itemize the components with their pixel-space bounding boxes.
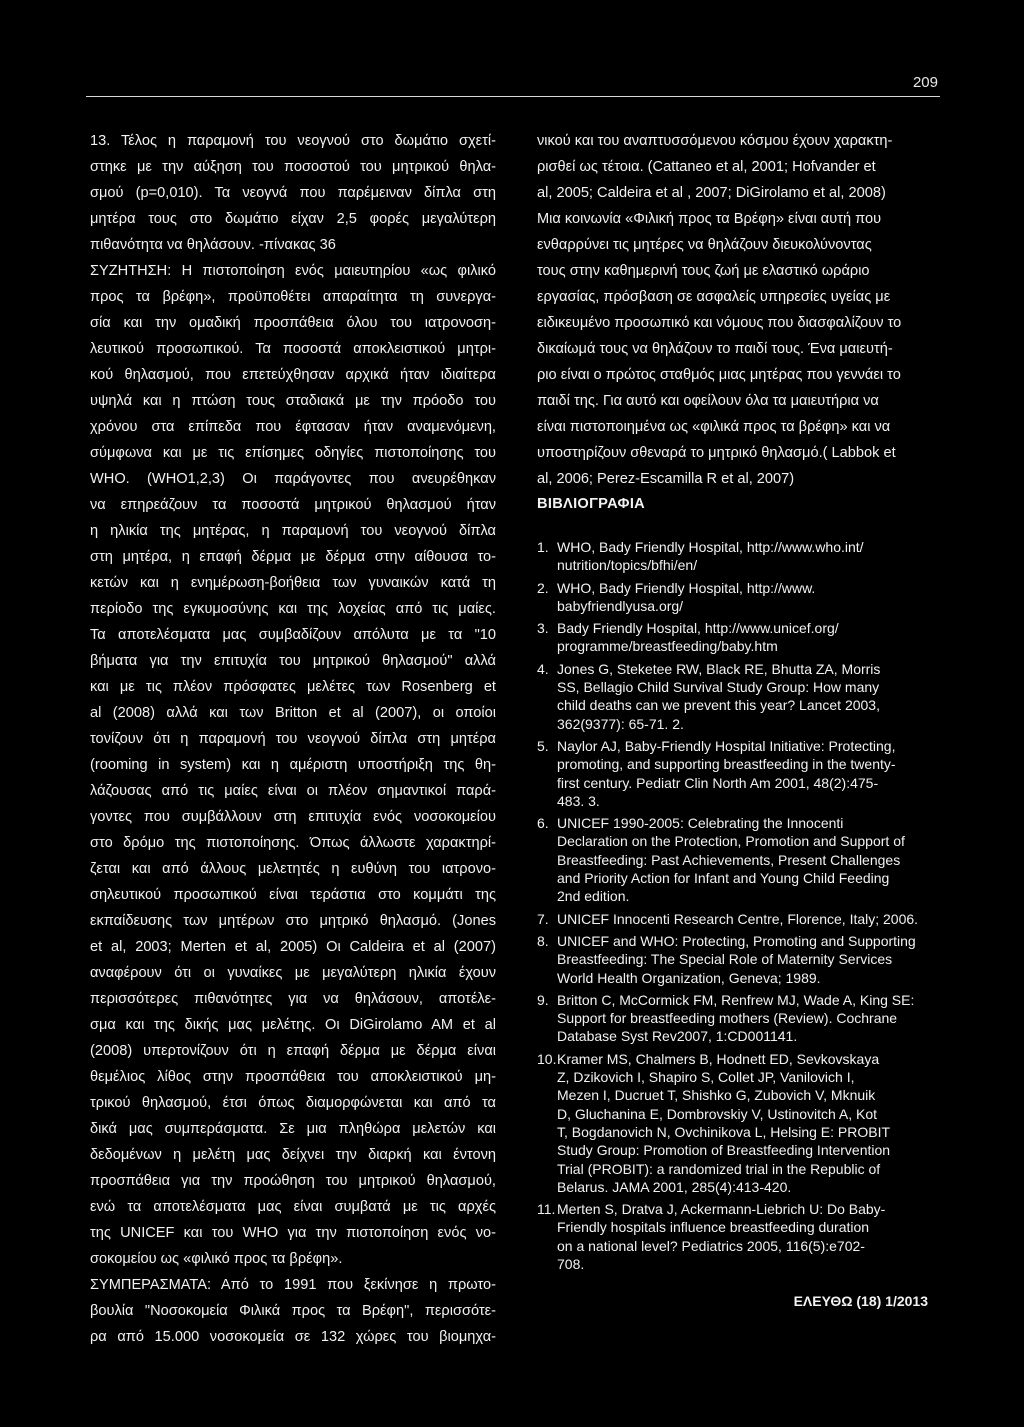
reference-number: 11. xyxy=(537,1201,556,1218)
reference-text-line: Study Group: Promotion of Breastfeeding Intervention xyxy=(557,1142,891,1159)
reference-text-line: first century. Pediatr Clin North Am 2001, 48(2):475- xyxy=(557,774,879,791)
reference-text-line: programme/breastfeeding/baby.htm xyxy=(557,638,778,655)
reference-text-line: Friendly hospitals influence breastfeeding duration xyxy=(557,1219,870,1236)
body-text-line: (rooming in system) και η αμέριστη υποστήριξη της θη- xyxy=(90,757,496,773)
body-text-line: παιδί της. Για αυτό και οφείλουν όλα τα μαιευτήρια να xyxy=(537,393,879,409)
body-text-line: λευτικού προσωπικού. Τα ποσοστά αποκλειστικού μητρι- xyxy=(90,341,496,357)
reference-text-line: Support for breastfeeding mothers (Review). Cochrane xyxy=(557,1010,898,1027)
body-text-line: η ηλικία της μητέρας, η παραμονή του νεογνού δίπλα xyxy=(90,523,496,539)
body-text-line: ρα από 15.000 νοσοκομεία σε 132 χώρες του βιομηχα- xyxy=(90,1329,496,1345)
body-text-line: σοκομείου ως «φιλικό προς τα βρέφη». xyxy=(90,1251,343,1267)
body-text-line: να επηρεάζουν τα ποσοστά μητρικού θηλασμού ήταν xyxy=(90,497,496,513)
body-text-line: al, 2006; Perez-Escamilla R et al, 2007) xyxy=(537,471,795,487)
body-text-line: αναφέρουν ότι οι γυναίκες με μεγαλύτερη ηλικία έχουν xyxy=(90,965,496,981)
reference-text-line: 362(9377): 65-71. 2. xyxy=(557,715,684,732)
body-text-line: εκπαίδευσης των μητέρων στο μητρικό θηλασμό. (Jones xyxy=(90,913,496,929)
body-text-line: υψηλά και η πτώση τους σταδιακά με την πρόοδο του xyxy=(90,393,496,409)
reference-item xyxy=(537,814,943,905)
body-text-line: κετών και η ενημέρωση-βοήθεια των γυναικών κατά τη xyxy=(90,575,496,591)
body-text-line: λάζουσας από τις μαίες είναι οι πλέον σημαντικοί παρά- xyxy=(90,783,496,799)
body-text-line: στη μητέρα, η επαφή δέρμα με δέρμα στην αίθουσα το- xyxy=(90,549,496,565)
reference-number: 4. xyxy=(537,660,549,677)
reference-text-line: nutrition/topics/bfhi/en/ xyxy=(557,557,698,574)
reference-text-line: Breastfeeding: Past Achievements, Present Challenges xyxy=(557,851,901,868)
reference-text-line: SS, Bellagio Child Survival Study Group: How many xyxy=(557,679,880,696)
body-text-line: σία και την ομαδική προσπάθεια όλου του ιατρονοση- xyxy=(90,315,496,331)
reference-text-line: Belarus. JAMA 2001, 285(4):413-420. xyxy=(557,1178,792,1195)
body-text-line: Μια κοινωνία «Φιλική προς τα Βρέφη» είναι αυτή που xyxy=(537,211,882,227)
reference-text-line: D, Gluchanina E, Dombrovskiy V, Ustinovitch A, Kot xyxy=(557,1105,878,1122)
reference-text-line: Z, Dzikovich I, Shapiro S, Collet JP, Vanilovich I, xyxy=(557,1069,855,1086)
reference-text-line: UNICEF Innocenti Research Centre, Florence, Italy; 2006. xyxy=(557,910,919,927)
header-rule xyxy=(86,96,940,97)
reference-item xyxy=(537,660,943,733)
body-text-line: ενθαρρύνει τις μητέρες να θηλάζουν διευκολύνοντας xyxy=(537,237,872,253)
page-number: 209 xyxy=(912,74,938,91)
reference-number: 5. xyxy=(537,737,549,754)
reference-text-line: WHO, Bady Friendly Hospital, http://www. xyxy=(557,579,816,596)
body-text-line: θεμέλιος λίθος στην προσπάθεια του αποκλειστικού μη- xyxy=(90,1069,496,1085)
reference-number: 3. xyxy=(537,620,549,637)
bibliography-heading: ΒΙΒΛΙΟΓΡΑΦΙΑ xyxy=(537,496,646,512)
body-text-line: χρόνου στα επίπεδα που έφτασαν ήταν αναμενόμενη, xyxy=(90,419,496,435)
body-text-line: δικά μας συμπεράσματα. Σε μια πληθώρα μελετών και xyxy=(90,1121,496,1137)
body-text-line: τους στην καθημερινή τους ζωή με ελαστικό ωράριο xyxy=(537,263,870,279)
body-text-line: κού θηλασμού, που επετεύχθησαν αρχικά ήταν ιδιαίτερα xyxy=(90,367,496,383)
body-text-line: ενώ τα αποτελέσματα μας είναι συμβατά με τις αρχές xyxy=(90,1199,496,1215)
body-text-line: Τα αποτελέσματα μας συμβαδίζουν απόλυτα με τα "10 xyxy=(90,627,496,643)
reference-item xyxy=(537,737,943,810)
reference-text-line: 483. 3. xyxy=(557,792,600,809)
body-text-line: τονίζουν ότι η παραμονή του νεογνού δίπλα στη μητέρα xyxy=(90,731,496,747)
body-text-line: περισσότερες πιθανότητες για να θηλάσουν, αποτέλε- xyxy=(90,991,496,1007)
reference-list xyxy=(537,538,943,1273)
reference-text-line: T, Bogdanovich N, Ovchinikova L, Helsing E: PROBIT xyxy=(557,1123,891,1140)
journal-footer: ΕΛΕΥΘΩ (18) 1/2013 xyxy=(793,1293,928,1309)
body-text-line: WHO. (WHO1,2,3) Οι παράγοντες που ανευρέθηκαν xyxy=(90,471,496,487)
reference-text-line: on a national level? Pediatrics 2005, 116(5):e702- xyxy=(557,1237,865,1254)
right-column xyxy=(537,128,943,492)
reference-item xyxy=(537,910,943,928)
body-text-line: είναι πιστοποιημένα ως «φιλικά προς τα βρέφη» και να xyxy=(537,419,891,435)
reference-text-line: Naylor AJ, Baby-Friendly Hospital Initiative: Protecting, xyxy=(557,737,896,754)
reference-item xyxy=(537,619,943,656)
reference-text-line: WHO, Bady Friendly Hospital, http://www.who.int/ xyxy=(557,539,864,555)
reference-text-line: Trial (PROBIT): a randomized trial in the Republic of xyxy=(557,1160,881,1177)
reference-item xyxy=(537,1050,943,1196)
body-text-line: σηλευτικού προσωπικού είναι τεράστια στο κομμάτι της xyxy=(90,887,496,903)
reference-text-line: UNICEF 1990-2005: Celebrating the Innocenti xyxy=(557,815,844,832)
body-text-line: σύμφωνα και με τις επίσημες οδηγίες πιστοποίησης του xyxy=(90,445,496,461)
reference-text-line: child deaths can we prevent this year? Lancet 2003, xyxy=(557,697,880,714)
body-text-line: ειδικευμένο προσωπικό και νόμους που διασφαλίζουν το xyxy=(537,315,902,331)
reference-text-line: Britton C, McCormick FM, Renfrew MJ, Wade A, King SE: xyxy=(557,991,915,1008)
body-text-line: al (2008) αλλά και των Britton et al (2007), οι οποίοι xyxy=(90,705,496,721)
body-text-line: της UNICEF και του WHO για την πιστοποίηση ενός νο- xyxy=(90,1225,496,1241)
reference-text-line: Jones G, Steketee RW, Black RE, Bhutta ZA, Morris xyxy=(557,660,881,677)
body-text-line: et al, 2003; Merten et al, 2005) Οι Caldeira et al (2007) xyxy=(90,939,496,955)
reference-text-line: World Health Organization, Geneva; 1989. xyxy=(557,969,821,986)
reference-text-line: promoting, and supporting breastfeeding in the twenty- xyxy=(557,756,896,773)
body-text-line: στο δρόμο της πιστοποίησης. Όπως άλλωστε χαρακτηρί- xyxy=(90,835,496,851)
reference-number: 2. xyxy=(537,579,549,596)
body-text-line: ριο είναι ο πρώτος σταθμός μιας μητέρας που γεννάει το xyxy=(537,367,901,383)
reference-number: 6. xyxy=(537,815,549,832)
body-text-line: νικού και του αναπτυσσόμενου κόσμου έχουν χαρακτη- xyxy=(537,133,893,149)
body-text-line: και με τις πλέον πρόσφατες μελέτες των Rosenberg et xyxy=(90,679,496,695)
body-text-line: πιθανότητα να θηλάσουν. -πίνακας 36 xyxy=(90,237,336,253)
reference-text-line: UNICEF and WHO: Protecting, Promoting and Supporting xyxy=(557,932,916,949)
body-text-line: στηκε με την αύξηση του ποσοστού του μητρικού θηλα- xyxy=(90,159,496,175)
reference-text-line: Merten S, Dratva J, Ackermann-Liebrich U: Do Baby- xyxy=(557,1201,886,1218)
body-text-line: δεδομένων η μελέτη μας δείχνει την διαρκή και έντονη xyxy=(90,1147,496,1163)
body-text-line: προς τα βρέφη», προϋποθέτει απαραίτητα τη συνεργα- xyxy=(90,289,496,305)
body-text-line: ζεται και από άλλους μελετητές η ευθύνη του ιατρονο- xyxy=(90,861,496,877)
reference-item xyxy=(537,1200,943,1273)
body-text-line: al, 2005; Caldeira et al , 2007; DiGirolamo et al, 2008) xyxy=(537,185,886,201)
reference-text-line: and Priority Action for Infant and Young Child Feeding xyxy=(557,870,890,887)
body-text-line: προσπάθεια για την προώθηση του μητρικού θηλασμού, xyxy=(90,1173,496,1189)
reference-item xyxy=(537,579,943,616)
body-text-line: τρικού θηλασμού, έτσι όπως διαμορφώνεται και από τα xyxy=(90,1095,496,1111)
body-text-line: μητέρα τους στο δωμάτιο είχαν 2,5 φορές μεγαλύτερη xyxy=(90,211,496,227)
reference-item xyxy=(537,538,943,575)
reference-text-line: Database Syst Rev2007, 1:CD001141. xyxy=(557,1028,798,1045)
body-text-line: ΣΥΜΠΕΡΑΣΜΑΤΑ: Από το 1991 που ξεκίνησε η πρωτο- xyxy=(90,1277,496,1293)
reference-text-line: Bady Friendly Hospital, http://www.unicef.org/ xyxy=(557,620,839,637)
left-column xyxy=(90,128,496,1350)
body-text-line: δικαίωμά τους να θηλάζουν το παιδί τους. Ένα μαιευτή- xyxy=(537,341,893,357)
body-text-line: υποστηρίζουν σθεναρά το μητρικό θηλασμό.( Labbok et xyxy=(537,445,896,461)
body-text-line: εργασίας, πρόσβαση σε ασφαλείς υπηρεσίες υγείας με xyxy=(537,289,891,305)
body-text-line: βήματα για την επιτυχία του μητρικού θηλασμού" αλλά xyxy=(90,653,496,669)
reference-item xyxy=(537,932,943,987)
reference-number: 7. xyxy=(537,910,549,927)
reference-number: 9. xyxy=(537,991,549,1008)
body-text-line: ΣΥΖΗΤΗΣΗ: Η πιστοποίηση ενός μαιευτηρίου «ως φιλικό xyxy=(90,263,496,279)
reference-text-line: Kramer MS, Chalmers B, Hodnett ED, Sevkovskaya xyxy=(557,1050,880,1067)
right-column-intro xyxy=(537,128,943,492)
body-text-line: σμού (p=0,010). Τα νεογνά που παρέμειναν δίπλα στη xyxy=(90,185,496,201)
body-text-line: γοντες που συμβάλλουν στη επιτυχία ενός νοσοκομείου xyxy=(90,809,496,825)
body-text-line: 13. Τέλος η παραμονή του νεογνού στο δωμάτιο σχετί- xyxy=(90,133,496,149)
body-text-line: (2008) υπερτονίζουν ότι η επαφή δέρμα με δέρμα είναι xyxy=(90,1043,496,1059)
reference-number: 8. xyxy=(537,932,549,949)
reference-text-line: 708. xyxy=(557,1255,585,1272)
reference-item xyxy=(537,991,943,1046)
body-text-line: ρισθεί ως τέτοια. (Cattaneo et al, 2001; Hofvander et xyxy=(537,159,876,175)
body-text-line: βουλία "Νοσοκομεία Φιλικά προς τα Βρέφη", περισσότε- xyxy=(90,1303,496,1319)
reference-text-line: 2nd edition. xyxy=(557,888,630,905)
reference-text-line: babyfriendlyusa.org/ xyxy=(557,597,684,614)
reference-text-line: Declaration on the Protection, Promotion and Support of xyxy=(557,833,905,850)
body-text-line: σμα και της δικής μας μελέτης. Οι DiGirolamo AM et al xyxy=(90,1017,496,1033)
reference-number: 10. xyxy=(537,1050,557,1067)
reference-text-line: Mezen I, Ducruet T, Shishko G, Zubovich V, Mknuik xyxy=(557,1087,876,1104)
reference-number: 1. xyxy=(537,539,549,555)
body-text-line: περίοδο της εγκυμοσύνης και της λοχείας από τις μαίες. xyxy=(90,601,496,617)
reference-text-line: Breastfeeding: The Special Role of Maternity Services xyxy=(557,951,893,968)
